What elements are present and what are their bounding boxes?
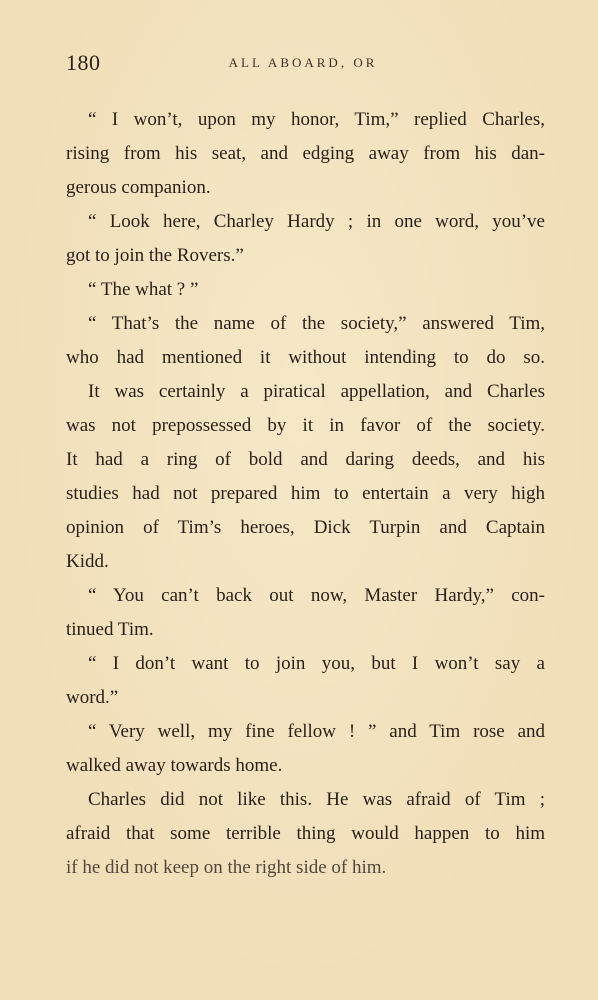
text-line: rising from his seat, and edging away from his dan- xyxy=(66,143,545,164)
text-line: Kidd. xyxy=(66,551,109,572)
text-line: walked away towards home. xyxy=(66,755,283,776)
text-line: was not prepossessed by it in favor of the society. xyxy=(66,415,545,436)
text-line: gerous companion. xyxy=(66,177,211,198)
text-line: afraid that some terrible thing would happen to him xyxy=(66,823,545,844)
running-head xyxy=(66,50,540,74)
running-title: ALL ABOARD, OR xyxy=(228,55,378,70)
text-line: It had a ring of bold and daring deeds, and his xyxy=(66,449,545,470)
text-line: It was certainly a piratical appellation, and Charles xyxy=(88,381,545,402)
text-line: opinion of Tim’s heroes, Dick Turpin and Captain xyxy=(66,517,545,538)
text-line: “ You can’t back out now, Master Hardy,” con- xyxy=(88,585,545,606)
text-line: “ The what ? ” xyxy=(88,279,199,300)
text-line: got to join the Rovers.” xyxy=(66,245,244,266)
body-text xyxy=(66,103,545,885)
text-line: tinued Tim. xyxy=(66,619,154,640)
text-line: “ Look here, Charley Hardy ; in one word, you’ve xyxy=(88,211,545,232)
page-number: 180 xyxy=(66,50,101,75)
text-line: word.” xyxy=(66,687,119,708)
text-line: studies had not prepared him to entertain a very high xyxy=(66,483,545,504)
text-line: if he did not keep on the right side of him. xyxy=(66,857,387,878)
text-line: Charles did not like this. He was afraid of Tim ; xyxy=(88,789,545,810)
text-line: “ I don’t want to join you, but I won’t say a xyxy=(88,653,545,674)
text-line: “ I won’t, upon my honor, Tim,” replied Charles, xyxy=(88,109,545,130)
text-line: “ Very well, my fine fellow ! ” and Tim rose and xyxy=(88,721,545,742)
text-line: who had mentioned it without intending to do so. xyxy=(66,347,545,368)
text-line: “ That’s the name of the society,” answered Tim, xyxy=(88,313,545,334)
